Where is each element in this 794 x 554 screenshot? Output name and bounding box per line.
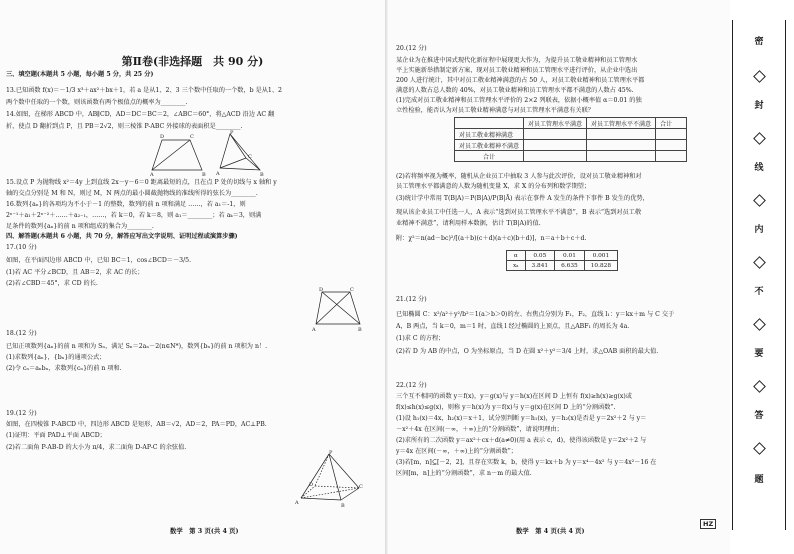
q22-line-2: f(x)≤h(x)≤g(x)，则称 y＝h(x)为 y＝f(x)与 y＝g(x)在区间 D 上的“分割函数”. [396, 404, 616, 411]
q22-line-4: －x²＋4x 在区间(－∞，＋∞)上的“分割函数”，请说明理由； [396, 426, 563, 433]
table-cell: 对员工敬业精神不满意 [455, 140, 524, 151]
q17-label-b: B [358, 327, 362, 332]
q22-line-3: (1)设 h₁(x)＝4x，h₂(x)＝x＋1，试分别判断 y＝h₁(x)，y＝h₂(x)是否是 y＝2x²＋2 与 y＝ [396, 415, 647, 422]
q14-label-c2: C [248, 154, 252, 160]
q18-heading: 18.(12 分) [6, 330, 37, 337]
q22-line-8: 区间[m，n]上的“分割函数”，求 n－m 的最大值. [396, 470, 532, 477]
opinion-contingency-table [454, 117, 687, 162]
q14-label-a2: A [216, 171, 220, 176]
q15-line-1: 15.设点 P 为抛物线 x²＝4y 上到直线 2x－y－6＝0 距离最短的点，且在点 P 处的切线与 x 轴和 y [6, 179, 277, 186]
table-cell [656, 151, 687, 162]
q20-heading: 20.(12 分) [396, 45, 427, 52]
table-cell: xₐ [507, 261, 526, 271]
q20-line-1: 某企业为在推进中国式现代化新征程中展现更大作为，为提升员工敬业精神和员工管理水 [396, 57, 638, 64]
q22-heading: 22.(12 分) [396, 382, 427, 389]
q20-formula: 附：χ²＝n(ad－bc)²/[(a＋b)(c＋d)(a＋c)(b＋d)]，n＝a＋b＋c＋d. [396, 235, 587, 242]
diamond-icon [753, 318, 766, 331]
table-cell: 0.001 [584, 251, 617, 261]
q20-line-5: (1)完成对员工敬业精神和员工管理水平评价的 2×2 列联表，依据小概率值 α＝0.01 的独 [396, 97, 642, 104]
q17-label-c: C [350, 287, 354, 293]
table-cell: 0.05 [525, 251, 555, 261]
q19-label-a: A [295, 500, 299, 506]
q14-line-1: 14.如图，在梯形 ABCD 中，AB∥CD，AD＝DC＝BC＝2，∠ABC＝60°，将△ACD 沿边 AC 翻 [6, 111, 275, 118]
q16-line-2: 2ⁿ⁻¹＋a₁＋2ⁿ⁻²＋……＋a₂₋₁，……，若 k＝0，若 k＝8，则 a₁＝________；若 aₖ＝3，则满 [6, 212, 262, 219]
table-cell [587, 151, 656, 162]
q13-line-1: 13.已知函数 f(x)＝－1/3 x³＋ax²＋bx＋1，若 a 是从1、2、3 三个数中任取的一个数，b 是从1、2 [6, 87, 282, 94]
q17-line-2: (1)若 AC 平分∠BCD，且 AB＝2，求 AC 的长； [6, 269, 144, 276]
q20-line-7: (2)若将频率视为概率，随机从企业员工中抽取 3 人参与此次评价，设对员工敬业精神和对 [396, 173, 642, 180]
q14-label-b2: B [260, 172, 264, 176]
q21-line-4: (2)若 D 为 AB 的中点，O 为坐标原点，当 D 在圆 x²＋y²＝3/4 上时，求△OAB 面积的最大值. [396, 348, 659, 355]
table-header-row [455, 118, 687, 129]
binding-strip [732, 20, 786, 530]
table-cell [656, 129, 687, 140]
table-row [507, 251, 618, 261]
table-cell [524, 140, 587, 151]
q16-line-1: 16.数列{aₙ}的各项均为不小于－1 的整数，数列的前 n 项和满足 ……，若 a₁＝-1，则 [6, 201, 246, 208]
q20-line-6: 立性检验，能否认为对员工敬业精神满意与对员工管理水平满意有关联？ [396, 107, 594, 114]
left-page-footer: 数学 第 3 页(共 4 页) [170, 527, 239, 536]
q17-heading: 17.(10 分) [6, 244, 37, 251]
table-row [455, 151, 687, 162]
q20-line-10: 现从该企业员工中任选一人，A 表示“选到对员工管理水平不满意”，B 表示“选到对员工敬 [396, 209, 642, 216]
table-cell [524, 129, 587, 140]
q21-heading: 21.(12 分) [396, 296, 427, 303]
table-cell: α [507, 251, 526, 261]
q22-line-7: (3)若[m，n]⊆[－2，2]，且存在实数 k，b，使得 y＝kx＋b 为 y＝x⁴－4x² 与 y＝4x²－16 在 [396, 459, 657, 466]
right-page-footer: 数学 第 4 页(共 4 页) [516, 527, 585, 536]
critical-value-table [506, 250, 618, 271]
q14-label-d: D [160, 134, 165, 140]
q18-line-2: (1)求数列{aₙ}，{bₙ}的通项公式； [6, 354, 106, 361]
edition-badge: HZ [700, 519, 716, 529]
q17-line-3: (2)若∠CBD＝45°，求 CD 的长. [6, 280, 98, 287]
q19-line-2: (1)证明：平面 PAD⊥平面 ABCD； [6, 432, 106, 439]
q20-line-3: 200 人进行统计，其中对员工敬业精神满意的占 50 人，对员工敬业精神和员工管理水平都 [396, 77, 645, 84]
binding-char: 线 [754, 163, 764, 173]
q15-line-2: 轴的交点分别是 M 和 N，则过 M，N 两点的最小圆截抛物线的准线所得的弦长为________. [6, 190, 258, 197]
binding-char: 题 [754, 475, 764, 485]
table-cell: 3.841 [525, 261, 555, 271]
fill-in-header: 三、填空题(本题共 5 小题，每小题 5 分，共 25 分) [6, 71, 154, 78]
q18-line-3: (2)令 cₙ＝aₙbₙ，求数列{cₙ}的前 n 项和. [6, 365, 122, 372]
table-cell: 对员工敬业精神满意 [455, 129, 524, 140]
q21-line-2: A，B 两点，当 k＝0，m＝1 时，直线 l 经过椭圆的上顶点，且△ABF₁ 的周长为 4a. [396, 323, 630, 330]
q19-line-3: (2)若二面角 P-AB-D 的大小为 π/4，求二面角 D-AP-C 的余弦值. [6, 444, 187, 451]
q21-line-3: (1)求 C 的方程； [396, 335, 445, 342]
binding-char: 答 [754, 411, 764, 421]
q22-line-1: 三个互不相同的函数 y＝f(x)，y＝g(x)与 y＝h(x)在区间 D 上恒有 f(x)≥h(x)≥g(x)或 [396, 393, 632, 400]
binding-char: 密 [754, 37, 764, 47]
q14-label-a: A [150, 172, 154, 176]
binding-char: 要 [754, 349, 764, 359]
table-cell: 0.01 [555, 251, 585, 261]
table-header-cell: 合计 [656, 118, 687, 129]
table-header-cell: 对员工管理水平满意 [524, 118, 587, 129]
q17-quadrilateral [316, 292, 360, 324]
binding-char: 内 [754, 225, 764, 235]
q19-label-b: B [341, 503, 345, 508]
q17-figure [312, 286, 364, 332]
q19-label-p: P [329, 450, 333, 456]
table-cell [587, 129, 656, 140]
q17-label-d: D [319, 287, 324, 293]
section-title: 第Ⅱ卷(非选择题 共 90 分) [121, 55, 264, 68]
table-cell: 合计 [455, 151, 524, 162]
q14-line-2: 折，使点 D 翻折到点 P，且 PB＝2√2，则三棱锥 P-ABC 外接球的表面积是________. [6, 123, 243, 130]
diamond-icon [753, 194, 766, 207]
q22-line-5: (2)求所有的二次函数 y＝ax²＋cx＋d(a≠0)(用 a 表示 c，d)，使得该函数是 y＝2x²＋2 与 [396, 437, 647, 444]
q14-figure [150, 130, 270, 176]
q20-line-4: 满意的人数占总人数的 40%，对员工敬业精神和员工管理水平都不满意的人数占 45%. [396, 87, 634, 94]
q14-label-p: P [230, 130, 234, 136]
q20-line-11: 业精神不满意”，请利用样本数据，估计 T(B|A)的值. [396, 220, 541, 227]
q20-line-8: 员工管理水平都满意的人数为随机变量 X，求 X 的分布列和数学期望； [396, 183, 591, 190]
table-cell: 10.828 [584, 261, 617, 271]
diamond-icon [753, 132, 766, 145]
q21-line-1: 已知椭圆 C：x²/a²＋y²/b²＝1(a＞b＞0)的左、右焦点分别为 F₁，F₂，直线 l₁：y＝kx＋m 与 C 交于 [396, 311, 675, 318]
q14-label-b: B [202, 172, 206, 176]
table-row [455, 129, 687, 140]
diamond-icon [753, 70, 766, 83]
q20-line-9: (3)统计学中常用 T(B|A)＝P(B|A)/P(B|Ā) 表示在事件 A 发生的条件下事件 B 发生的优势， [396, 195, 649, 202]
q20-line-2: 平上实施新举措制定新方案，现对员工敬业精神和员工管理水平进行评价，从企业中选出 [396, 67, 638, 74]
table-row [455, 140, 687, 151]
q14-trapezoid [152, 140, 202, 170]
diamond-icon [753, 256, 766, 269]
q18-line-1: 已知正项数列{aₙ}的前 n 项和为 Sₙ，满足 Sₙ＝2aₙ－2(n∈N*)，数列{bₙ}的前 n 项积为 n！. [6, 343, 268, 350]
diamond-icon [753, 380, 766, 393]
table-cell [587, 140, 656, 151]
q19-figure [295, 450, 365, 508]
q19-label-d: D [309, 482, 314, 488]
table-cell [524, 151, 587, 162]
q14-label-c: C [190, 134, 194, 140]
q19-heading: 19.(12 分) [6, 410, 37, 417]
table-header-cell: 对员工管理水平不满意 [587, 118, 656, 129]
binding-char: 不 [754, 287, 764, 297]
table-header-cell [455, 118, 524, 129]
solve-header: 四、解答题(本题共 6 小题，共 70 分，解答应写出文字说明、证明过程或演算步骤) [6, 233, 238, 240]
q16-line-3: 足条件的数列{aₙ}的前 n 项和组成的集合为________. [6, 223, 154, 230]
q17-label-a: A [312, 327, 316, 332]
q13-line-2: 两个数中任取的一个数，则该函数有两个极值点的概率为________. [6, 99, 188, 106]
table-cell [656, 140, 687, 151]
q19-line-1: 如图，在四棱锥 P-ABCD 中，四边形 ABCD 是矩形，AB＝√2，AD＝2，PA＝PD，AC⊥PB. [6, 421, 267, 428]
q19-label-c: C [359, 484, 363, 490]
binding-char: 封 [754, 101, 764, 111]
q22-line-6: y＝4x 在区间(－∞，＋∞)上的“分割函数”； [396, 448, 517, 455]
diamond-icon [753, 442, 766, 455]
q17-line-1: 如图，在平面四边形 ABCD 中，已知 BC＝1，cos∠BCD＝－3/5. [6, 257, 192, 264]
table-cell: 6.635 [555, 261, 585, 271]
table-row [507, 261, 618, 271]
